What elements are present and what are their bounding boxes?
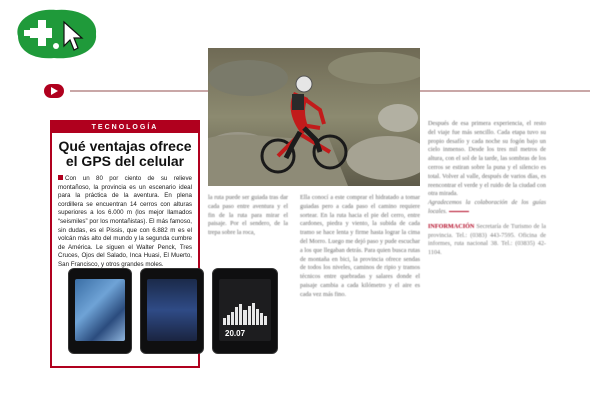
article-column-b: Ella conocí a este comprar el hidratado a tomar guiadas pero a cada paso el camino requiere sortear. En la ruta hacia el pie del cerro, entre cardones, piedra y viento, la subida de cada tramo se hace lenta y firme hasta lograr la cima del Morro. Luego me dejó paso y pude escuchar a los que llegaban detrás. Para quien busca rutas de montaña en bici, la provincia ofrece sendas de todos los niveles, caminos de ripio y tramos técnicos entre quebradas y salares donde el paisaje cambia a cada kilómetro y el aire es cada vez más fino. [300,194,420,298]
map-screen-icon [68,268,132,354]
article-column-c [428,120,546,258]
sidebar-body-text: Con un 80 por ciento de su relieve montañoso, la provincia es un escenario ideal para la práctica de la aventura. En plena cordillera se encuentran 14 cerros con alturas superiores a los 6.000 m (los mejor llamados “seismiles” por los montañistas). El más famoso, sin dudas, es el Pissis, que con 6.882 m es el volcán más alto del mundo y la segunda cumbre de América. Le siguen el Walter Penck, Tres Cruces, Ojos del Salado, Inca Huasi, El Muerto, San Francisco, y otros grandes moles. [58,175,192,268]
section-label: TECNOLOGÍA [52,122,198,133]
mountain-biker-photo [208,48,420,186]
arrow-right-icon[interactable] [44,84,64,98]
article-column-c-text: Después de esa primera experiencia, el resto del viaje fue más sencillo. Cada etapa tuvo su propio desafío y cada noche su fogón bajo un cielo inmenso. Desde los tres mil metros de altura, con el sol de la tarde, las sombras de los cerros se estiran sobre la puna y el silencio es total. Volver al valle, después de varios días, es reencontrar el verde y el ruido de la ciudad con otra mirada. [428,120,546,198]
elevation-screen-icon [212,268,278,354]
elevation-readout: 20.07 [225,329,246,338]
credits-text: Secretaría de Turismo de la provincia. Tel.: (0383) 443-7595. Oficina de informes, ruta nacional 38. Tel.: (03835) 42-1104. [428,222,546,257]
phone-screenshots [68,268,280,354]
sidebar-title: Qué ventajas ofrece el GPS del celular [58,138,192,169]
credits-label: INFORMACIÓN [428,222,475,230]
sidebar-body [52,173,198,272]
info-credits [428,223,546,258]
lucha-cursor-logo-icon [12,6,100,62]
article-column-a: la ruta puede ser guiada tras dar cada paso entre aventura y el fin de la ruta para mirar el paisaje. Por el sendero, de la trepa sobre la roca, [208,194,288,237]
article-note: Agradecemos la colaboración de los guías locales. [428,199,546,215]
bullet-icon [58,175,63,180]
red-divider [449,211,469,212]
elevation-bars [223,303,267,325]
settings-screen-icon [140,268,204,354]
